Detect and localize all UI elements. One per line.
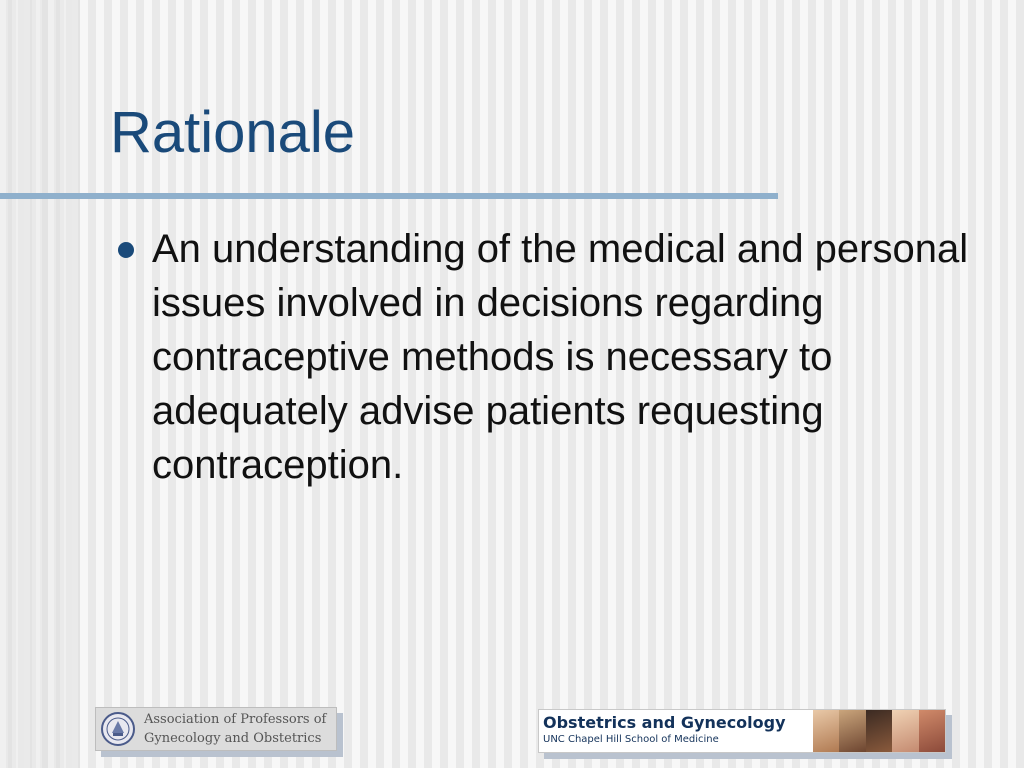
bullet-text: An understanding of the medical and personal issues involved in decisions regarding contraceptive methods is necessary to adequately advise patients requesting contraception. xyxy=(152,227,969,487)
unc-obgyn-logo xyxy=(538,709,946,753)
photo-icon xyxy=(866,710,892,752)
photo-icon xyxy=(813,710,839,752)
seal-icon xyxy=(100,711,136,747)
bullet-dot-icon xyxy=(118,242,134,258)
title-underline xyxy=(0,193,778,199)
photo-icon xyxy=(839,710,865,752)
bullet-item xyxy=(110,222,970,492)
photo-collage xyxy=(813,710,945,752)
apgo-logo xyxy=(95,707,337,751)
bullet-list xyxy=(110,222,970,492)
photo-icon xyxy=(919,710,945,752)
background-stripes xyxy=(0,0,80,768)
apgo-line2: Gynecology and Obstetrics xyxy=(144,731,322,746)
slide-title: Rationale xyxy=(110,100,356,165)
obgyn-subtitle: UNC Chapel Hill School of Medicine xyxy=(543,734,719,745)
apgo-line1: Association of Professors of xyxy=(144,712,327,727)
obgyn-title: Obstetrics and Gynecology xyxy=(543,713,786,732)
photo-icon xyxy=(892,710,918,752)
